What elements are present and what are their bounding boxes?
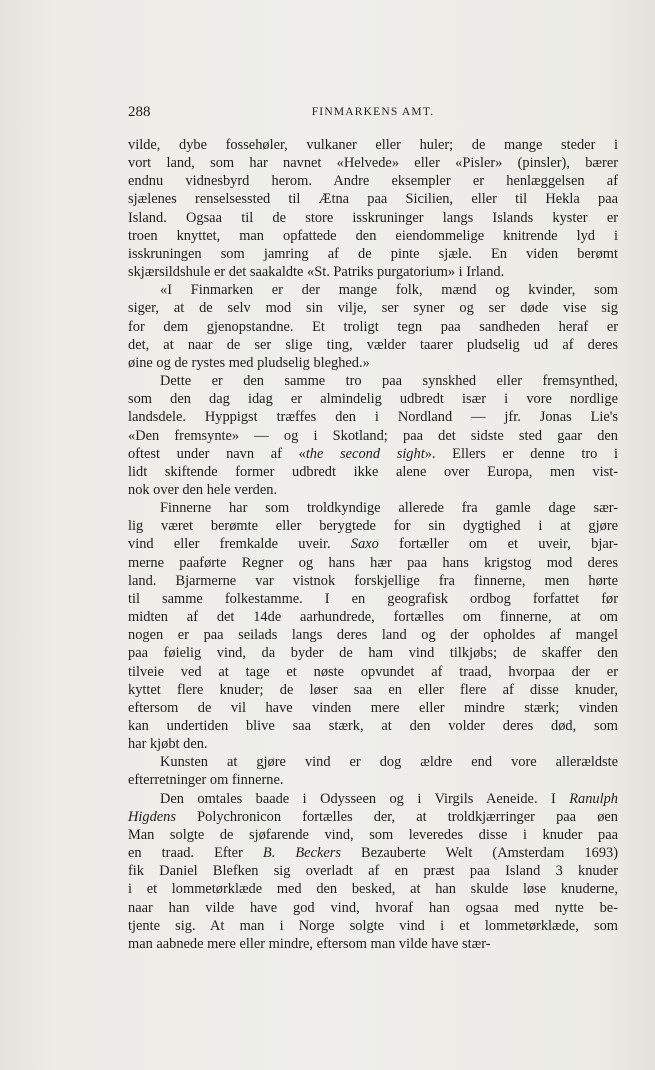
text-line: tjente sig. At man i Norge solgte vind i et lommetørklæde, som [128, 917, 618, 934]
text-line: vind eller fremkalde uveir. Saxo fortæller om et uveir, bjar- [128, 536, 618, 553]
text-line: som den dag idag er almindelig udbredt især i vore nordlige [128, 391, 618, 408]
text-line: efterretninger om finnerne. [128, 772, 284, 789]
text-line: Dette er den samme tro paa synskhed eller fremsynthed, [160, 373, 618, 390]
text-line: vilde, dybe fossehøler, vulkaner eller huler; de mange steder i [128, 137, 618, 153]
text-line: isskruningen som jamring af de pinte sjæle. En viden berømt [128, 245, 618, 262]
text-line: Finnerne har som troldkyndige allerede fra gamle dage sær- [160, 500, 618, 517]
text-line: nogen er paa seilads langs deres land og der opholdes af mangel [128, 627, 618, 644]
text-line: naar han vilde have god vind, hvoraf han ogsaa med nytte be- [128, 899, 618, 916]
text-line: i et lommetørklæde med den besked, at han skulde løse knuderne, [128, 881, 618, 898]
text-line: Higdens Polychronicon fortælles der, at troldkjærringer paa øen [128, 808, 618, 825]
paragraph [128, 281, 618, 372]
text-line: sjælenes renselsessted til Ætna paa Sicilien, eller til Hekla paa [128, 191, 618, 208]
text-line: en traad. Efter B. Beckers Bezauberte Welt (Amsterdam 1693) [128, 845, 619, 862]
text-line: kan undertiden blive saa stærk, at den volder deres død, som [128, 718, 618, 734]
text-line: vort land, som har navnet «Helvede» eller «Pisler» (pinsler), bærer [128, 155, 618, 172]
paragraph [128, 499, 618, 753]
text-line: Man solgte de sjøfarende vind, som leveredes disse i knuder paa [128, 826, 618, 843]
page-header [128, 104, 618, 124]
text-line: endnu vidnesbyrd herom. Andre eksempler er henlæggelsen af [128, 173, 618, 190]
paragraph [128, 753, 618, 789]
page-number: 288 [128, 104, 151, 120]
body-text [128, 136, 618, 953]
text-line: paa føielig vind, da byder de ham vind tilkjøbs; de skaffer den [128, 645, 618, 662]
text-line: har kjøbt den. [128, 736, 208, 753]
text-line: kyttet flere knuder; de løser saa en eller flere af disse knuder, [128, 681, 618, 698]
text-line: «I Finmarken er der mange folk, mænd og kvinder, som [160, 282, 618, 299]
text-line: land. Bjarmerne var vistnok forskjellige fra finnerne, men hørte [128, 572, 618, 589]
text-line: det, at naar de ser slige ting, vælder taarer pludselig ud af deres [128, 336, 618, 353]
text-line: lig været berømte eller berygtede for sin dygtighed i at gjøre [128, 518, 618, 535]
text-line: nok over den hele verden. [128, 481, 278, 498]
running-title: FINMARKENS AMT. [311, 106, 435, 118]
text-line: lidt skiftende former udbredt ikke alene over Europa, men vist- [128, 463, 618, 480]
text-line: Den omtales baade i Odysseen og i Virgils Aeneide. I Ranulph [160, 790, 618, 807]
text-line: siger, at de selv mod sin vilje, ser syner og ser døde vise sig [128, 300, 618, 317]
text-line: øine og de rystes med pludselig bleghed.» [128, 354, 370, 371]
paragraph [128, 372, 618, 499]
text-line: for dem gjenopstandne. Et troligt tegn paa sandheden heraf er [128, 318, 618, 335]
text-line: landsdele. Hyppigst træffes den i Nordland — jfr. Jonas Lie's [128, 409, 618, 426]
text-line: til samme folkestamme. I en geografisk ordbog forfattet før [128, 590, 618, 607]
text-line: midten af det 14de aarhundrede, fortælles om finnerne, at om [128, 609, 618, 626]
text-line: troen knyttet, man opfattede den eiendommelige knitrende lyd i [128, 227, 618, 244]
text-line: oftest under navn af «the second sight». Ellers er denne tro i [128, 445, 618, 462]
paragraph [128, 790, 618, 953]
text-line: «Den fremsynte» — og i Skotland; paa det sidste sted gaar den [128, 427, 618, 444]
text-line: eftersom de vil have vinden mere eller mindre stærk; vinden [128, 699, 618, 716]
paragraph [128, 136, 618, 281]
text-line: Kunsten at gjøre vind er dog ældre end vore allerældste [160, 754, 618, 771]
text-line: man aabnede mere eller mindre, eftersom man vilde have stær- [128, 935, 491, 952]
text-line: Island. Ogsaa til de store isskruninger langs Islands kyster er [128, 209, 618, 226]
text-line: tilveie ved at tage et nøste opvundet af traad, hvorpaa der er [128, 663, 618, 680]
text-line: skjærsildshule er det saakaldte «St. Patriks purgatorium» i Irland. [128, 264, 505, 281]
text-line: merne paaførte Regner og hans hær paa hans krigstog mod deres [128, 554, 618, 571]
text-line: fik Daniel Blefken sig overladt af en præst paa Island 3 knuder [128, 863, 618, 880]
